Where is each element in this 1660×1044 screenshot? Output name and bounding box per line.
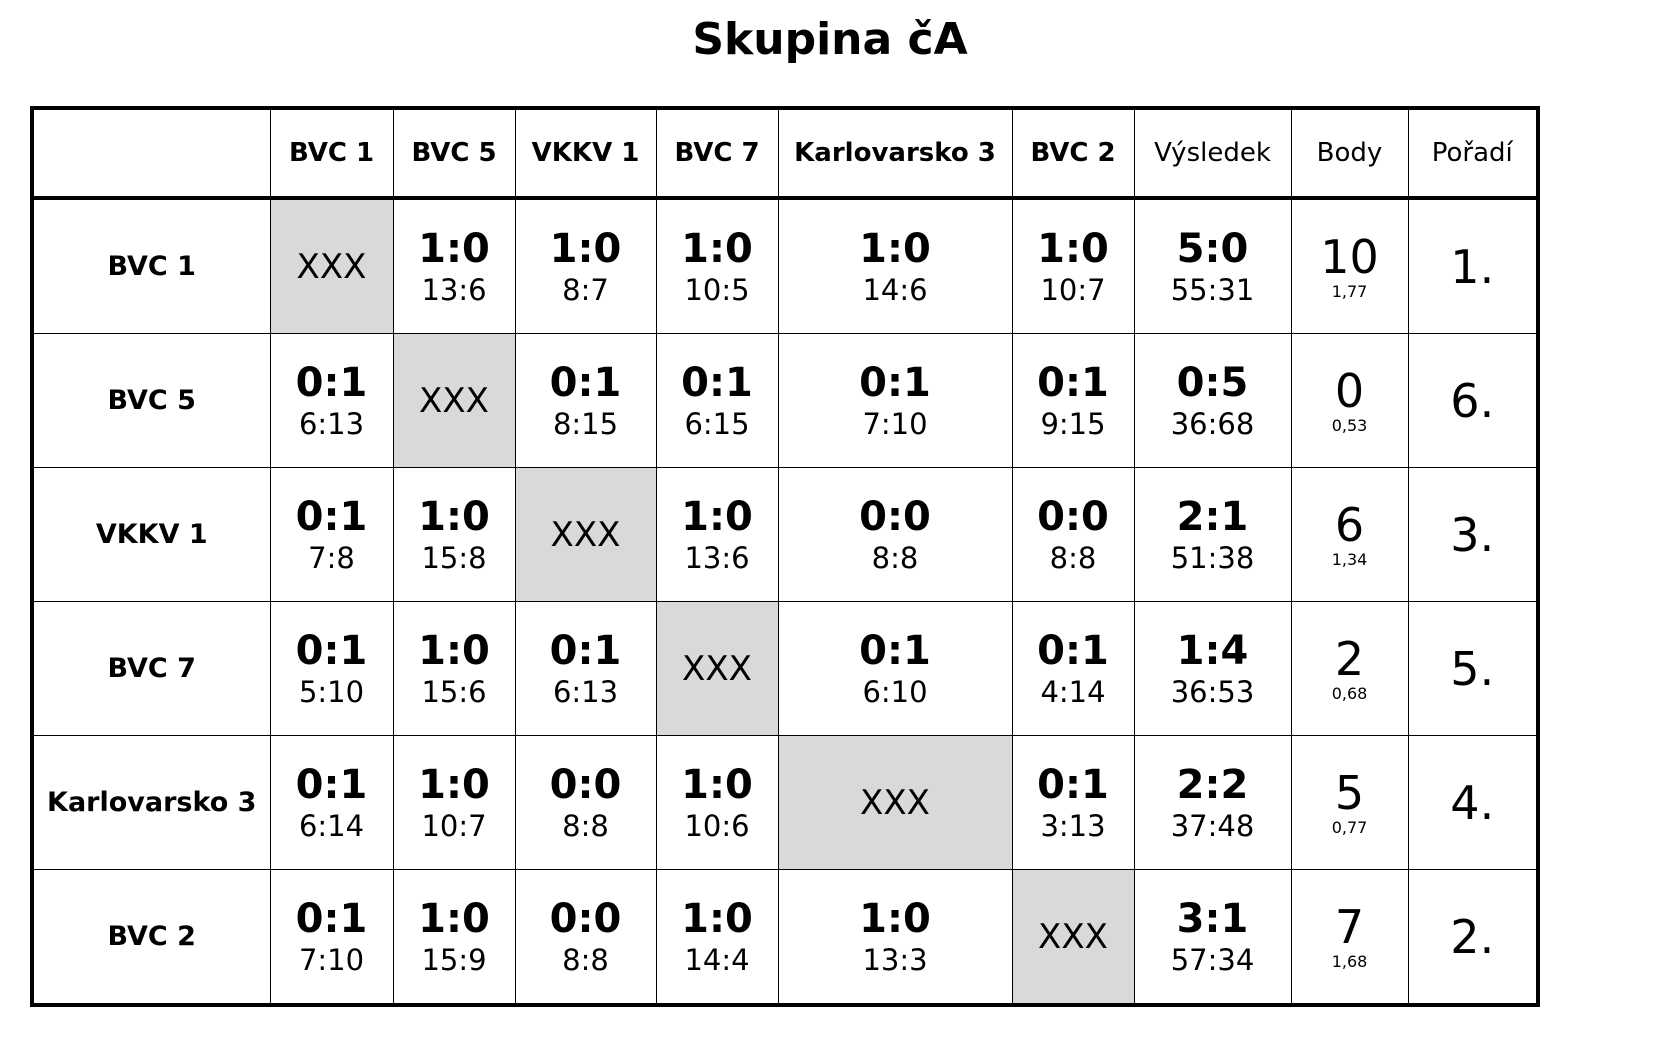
match-sets: 14:6 — [862, 272, 928, 307]
standings-table — [30, 106, 1540, 1007]
result-score: 0:5 — [1176, 359, 1249, 406]
match-cell — [393, 468, 515, 602]
match-sets: 10:7 — [1040, 272, 1106, 307]
result-sets: 57:34 — [1170, 942, 1255, 977]
result-cell — [1134, 198, 1291, 334]
match-sets: 8:15 — [552, 406, 619, 441]
result-cell — [1134, 870, 1291, 1006]
points-cell — [1291, 602, 1408, 736]
table-row — [32, 602, 1538, 736]
result-cell — [1134, 334, 1291, 468]
match-score: 0:0 — [859, 493, 931, 540]
table-row — [32, 736, 1538, 870]
rank-cell: 4. — [1408, 736, 1538, 870]
match-sets: 13:6 — [684, 540, 750, 575]
column-header-team: BVC 5 — [393, 108, 515, 198]
row-header-team: BVC 5 — [32, 334, 270, 468]
result-sets: 36:68 — [1170, 406, 1255, 441]
match-score: 1:0 — [1037, 225, 1109, 272]
column-header-team: BVC 1 — [270, 108, 393, 198]
match-score: 1:0 — [681, 225, 753, 272]
result-score: 2:1 — [1176, 493, 1249, 540]
self-match-cell: XXX — [270, 198, 393, 334]
match-score: 0:1 — [549, 627, 622, 674]
match-score: 1:0 — [418, 895, 490, 942]
result-score: 1:4 — [1176, 627, 1249, 674]
points-cell — [1291, 870, 1408, 1006]
match-sets: 4:14 — [1040, 674, 1106, 709]
self-match-cell: XXX — [1012, 870, 1134, 1006]
column-header-result: Výsledek — [1134, 108, 1291, 198]
match-score: 0:1 — [295, 627, 368, 674]
match-cell — [515, 602, 656, 736]
match-cell — [1012, 468, 1134, 602]
table-row — [32, 468, 1538, 602]
match-sets: 10:7 — [421, 808, 487, 843]
column-header-rank: Pořadí — [1408, 108, 1538, 198]
match-cell — [1012, 198, 1134, 334]
row-header-team: VKKV 1 — [32, 468, 270, 602]
points-cell — [1291, 198, 1408, 334]
match-cell — [515, 334, 656, 468]
rank-cell: 3. — [1408, 468, 1538, 602]
match-score: 0:1 — [859, 627, 931, 674]
points-ratio: 1,68 — [1331, 951, 1368, 971]
match-cell — [393, 602, 515, 736]
match-sets: 15:6 — [421, 674, 487, 709]
match-score: 0:1 — [1037, 627, 1109, 674]
row-header-team: BVC 1 — [32, 198, 270, 334]
match-cell — [1012, 602, 1134, 736]
match-score: 1:0 — [859, 225, 931, 272]
self-match-cell: XXX — [656, 602, 778, 736]
match-score: 0:1 — [295, 359, 368, 406]
points-ratio: 0,53 — [1331, 415, 1368, 435]
result-sets: 37:48 — [1170, 808, 1255, 843]
points-ratio: 0,68 — [1331, 683, 1368, 703]
match-score: 0:1 — [1037, 761, 1109, 808]
points-value: 0 — [1334, 363, 1365, 418]
match-cell — [778, 870, 1012, 1006]
column-header-team: BVC 2 — [1012, 108, 1134, 198]
match-sets: 10:6 — [684, 808, 750, 843]
match-sets: 6:13 — [298, 406, 365, 441]
match-score: 1:0 — [418, 627, 490, 674]
column-header-points: Body — [1291, 108, 1408, 198]
match-cell — [393, 198, 515, 334]
match-score: 0:1 — [1037, 359, 1109, 406]
match-cell — [515, 870, 656, 1006]
match-sets: 14:4 — [684, 942, 750, 977]
column-header-team: BVC 7 — [656, 108, 778, 198]
match-sets: 8:8 — [562, 942, 609, 977]
row-header-team: BVC 7 — [32, 602, 270, 736]
match-cell — [778, 468, 1012, 602]
result-score: 2:2 — [1176, 761, 1249, 808]
match-cell — [270, 334, 393, 468]
match-cell — [515, 198, 656, 334]
result-sets: 55:31 — [1170, 272, 1255, 307]
points-value: 2 — [1334, 631, 1365, 686]
result-sets: 36:53 — [1170, 674, 1255, 709]
match-sets: 5:10 — [298, 674, 365, 709]
match-sets: 6:10 — [862, 674, 928, 709]
result-sets: 51:38 — [1170, 540, 1255, 575]
page-title: Skupina čA — [692, 14, 968, 65]
match-sets: 13:3 — [862, 942, 928, 977]
points-ratio: 0,77 — [1331, 817, 1368, 837]
match-cell — [393, 736, 515, 870]
rank-cell: 1. — [1408, 198, 1538, 334]
result-cell — [1134, 602, 1291, 736]
match-cell — [270, 468, 393, 602]
result-cell — [1134, 736, 1291, 870]
match-sets: 15:8 — [421, 540, 487, 575]
match-cell — [656, 468, 778, 602]
match-score: 1:0 — [859, 895, 931, 942]
table-row — [32, 198, 1538, 334]
match-cell — [270, 736, 393, 870]
match-cell — [778, 198, 1012, 334]
match-score: 0:0 — [549, 895, 622, 942]
match-score: 0:1 — [295, 493, 368, 540]
match-score: 1:0 — [418, 761, 490, 808]
column-header-team: VKKV 1 — [515, 108, 656, 198]
points-value: 7 — [1334, 899, 1365, 954]
result-score: 5:0 — [1176, 225, 1249, 272]
match-score: 0:1 — [681, 359, 753, 406]
points-cell — [1291, 736, 1408, 870]
match-score: 0:0 — [549, 761, 622, 808]
table-body — [32, 108, 1538, 1005]
match-score: 0:1 — [295, 895, 368, 942]
match-score: 0:1 — [295, 761, 368, 808]
match-sets: 8:7 — [562, 272, 609, 307]
match-score: 1:0 — [418, 225, 490, 272]
column-header-team: Karlovarsko 3 — [778, 108, 1012, 198]
match-cell — [515, 736, 656, 870]
match-cell — [1012, 736, 1134, 870]
points-ratio: 1,34 — [1331, 549, 1368, 569]
match-sets: 7:8 — [308, 540, 355, 575]
points-cell — [1291, 334, 1408, 468]
header-row — [32, 108, 1538, 198]
points-value: 5 — [1334, 765, 1365, 820]
match-sets: 13:6 — [421, 272, 487, 307]
match-sets: 6:13 — [552, 674, 619, 709]
match-score: 0:0 — [1037, 493, 1109, 540]
match-sets: 7:10 — [862, 406, 928, 441]
self-match-cell: XXX — [778, 736, 1012, 870]
match-sets: 8:8 — [1049, 540, 1097, 575]
match-sets: 6:14 — [298, 808, 365, 843]
match-cell — [656, 198, 778, 334]
match-sets: 7:10 — [298, 942, 365, 977]
match-sets: 8:8 — [562, 808, 609, 843]
match-score: 1:0 — [681, 761, 753, 808]
match-score: 0:1 — [859, 359, 931, 406]
match-cell — [656, 736, 778, 870]
match-cell — [778, 602, 1012, 736]
points-value: 10 — [1320, 229, 1379, 284]
match-sets: 8:8 — [871, 540, 919, 575]
self-match-cell: XXX — [515, 468, 656, 602]
match-cell — [270, 870, 393, 1006]
rank-cell: 2. — [1408, 870, 1538, 1006]
match-sets: 15:9 — [421, 942, 487, 977]
match-score: 1:0 — [418, 493, 490, 540]
match-cell — [270, 602, 393, 736]
match-cell — [393, 870, 515, 1006]
table-row — [32, 870, 1538, 1006]
match-score: 1:0 — [549, 225, 622, 272]
self-match-cell: XXX — [393, 334, 515, 468]
table-row — [32, 334, 1538, 468]
match-sets: 3:13 — [1040, 808, 1106, 843]
match-cell — [656, 870, 778, 1006]
match-cell — [656, 334, 778, 468]
points-cell — [1291, 468, 1408, 602]
match-score: 0:1 — [549, 359, 622, 406]
result-cell — [1134, 468, 1291, 602]
match-score: 1:0 — [681, 493, 753, 540]
match-score: 1:0 — [681, 895, 753, 942]
match-cell — [1012, 334, 1134, 468]
match-sets: 9:15 — [1040, 406, 1106, 441]
row-header-team: Karlovarsko 3 — [32, 736, 270, 870]
points-value: 6 — [1334, 497, 1365, 552]
rank-cell: 6. — [1408, 334, 1538, 468]
result-score: 3:1 — [1176, 895, 1249, 942]
rank-cell: 5. — [1408, 602, 1538, 736]
points-ratio: 1,77 — [1331, 281, 1368, 301]
corner-cell — [32, 108, 270, 198]
match-sets: 10:5 — [684, 272, 750, 307]
row-header-team: BVC 2 — [32, 870, 270, 1006]
match-cell — [778, 334, 1012, 468]
match-sets: 6:15 — [684, 406, 750, 441]
